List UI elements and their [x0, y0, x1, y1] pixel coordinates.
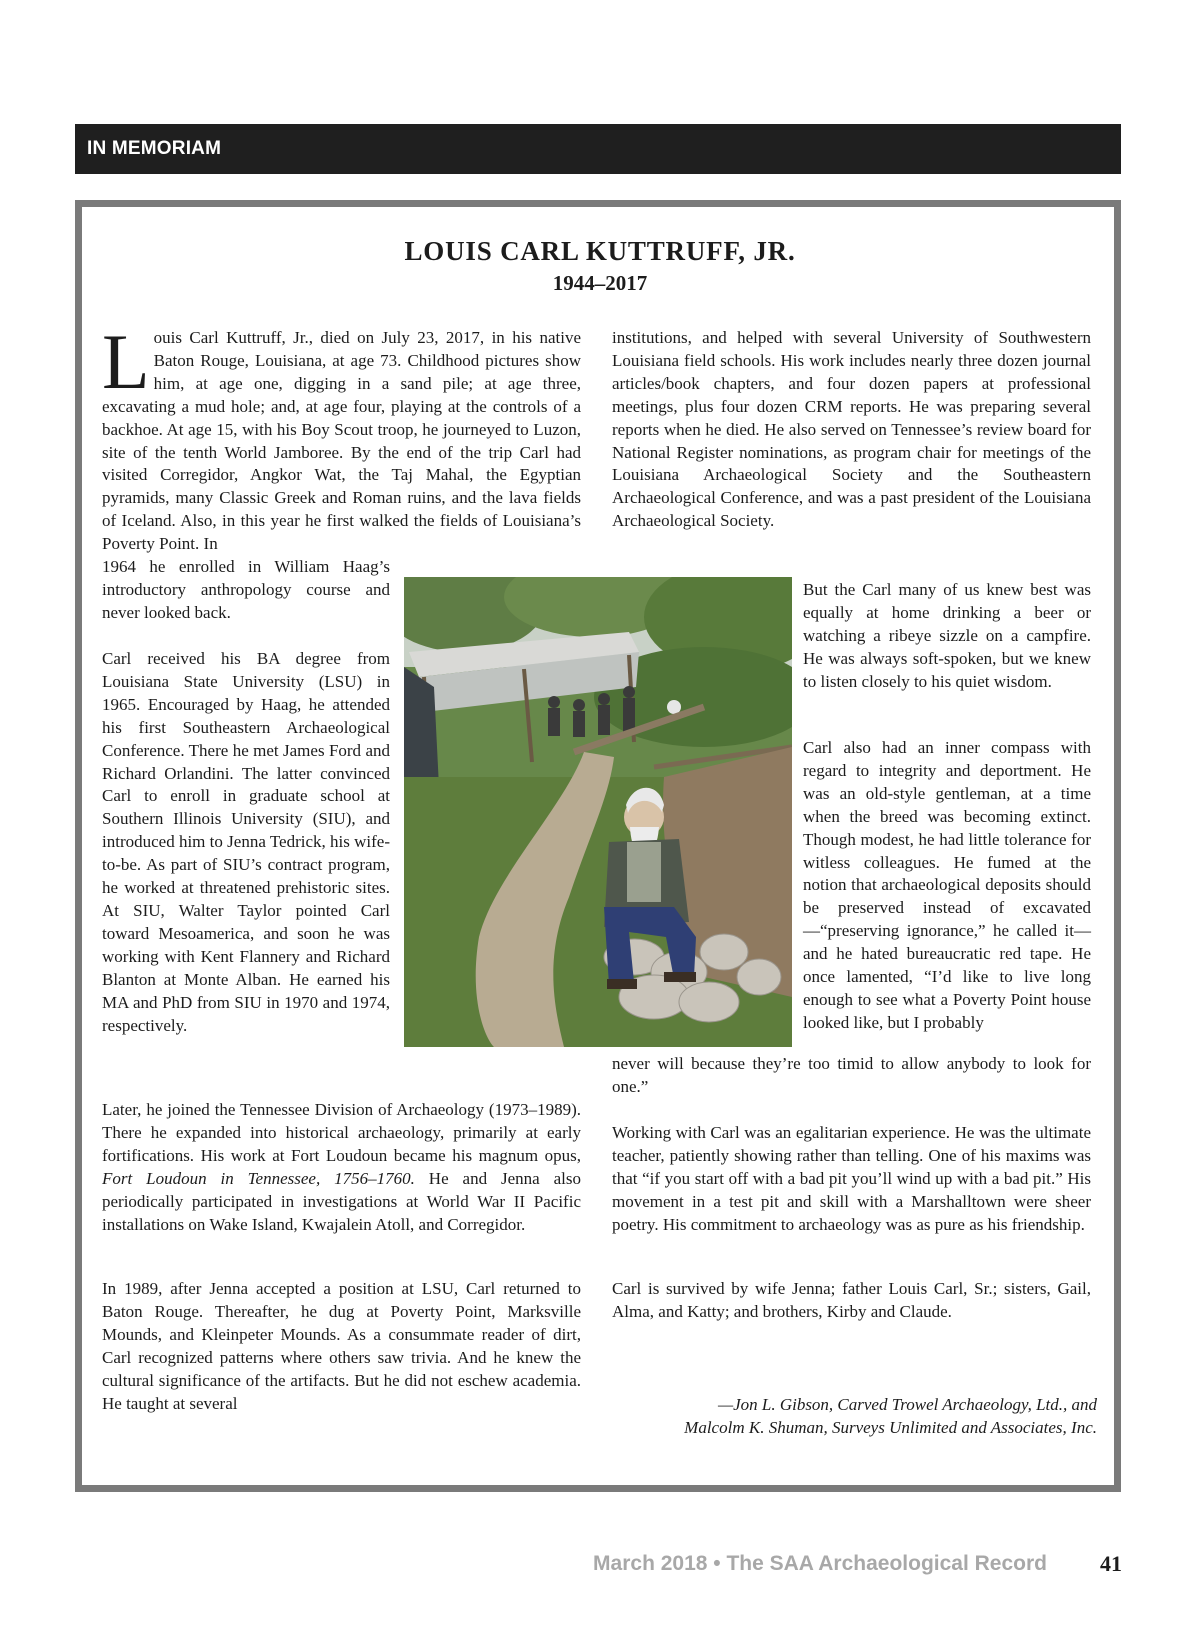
memorial-photo [404, 577, 792, 1047]
paragraph-1: Louis Carl Kuttruff, Jr., died on July 23, 2017, in his native Baton Rouge, Louisiana, at age 73. Childhood pictures show him, at age one, digging in a sand pile; at age three, excavating a mud hole; and, at age four, playing at the controls of a backhoe. At age 15, with his Boy Scout troop, he journeyed to Luzon, site of the tenth World Jamboree. By the end of the trip Carl had visited Corregidor, Angkor Wat, the Taj Mahal, the Egyptian pyramids, many Classic Greek and Roman ruins, and the lava fields of Iceland. Also, in this year he first walked the fields of Louisiana’s Poverty Point. In [102, 318, 581, 554]
drop-cap: L [102, 318, 150, 405]
life-dates: 1944–2017 [552, 271, 648, 295]
paragraph-6: But the Carl many of us knew best was equally at home drinking a beer or watching a ribeye sizzle on a campfire. He was always soft-spoken, but we knew to listen closely to his quiet wisdom. [803, 580, 1091, 691]
paragraph-9: Carl is survived by wife Jenna; father Louis Carl, Sr.; sisters, Gail, Alma, and Katty; and brothers, Kirby and Claude. [612, 1279, 1091, 1321]
byline-line-2: Malcolm K. Shuman, Surveys Unlimited and Associates, Inc. [684, 1418, 1097, 1437]
paragraph-8: Working with Carl was an egalitarian experience. He was the ultimate teacher, patiently showing rather than telling. One of his maxims was that “if you start off with a bad pit you’ll wind up with a bad pit.” His movement in a test pit and skill with a Marshalltown were sheer poetry. His commitment to archaeology was as pure as his friendship. [612, 1123, 1091, 1234]
paragraph-7-tail: never will because they’re too timid to allow anybody to look for one.” [612, 1054, 1091, 1096]
byline-line-1: —Jon L. Gibson, Carved Trowel Archaeology, Ltd., and [717, 1395, 1097, 1414]
paragraph-4: In 1989, after Jenna accepted a position at LSU, Carl returned to Baton Rouge. Thereafter, he dug at Poverty Point, Marksville Mounds, and Kleinpeter Mounds. As a consummate reader of dirt, Carl recognized patterns where others saw trivia. And he knew the cultural significance of the artifacts. But he did not eschew academia. He taught at several [102, 1279, 581, 1413]
article-title: LOUIS CARL KUTTRUFF, JR. [404, 236, 796, 266]
byline [684, 1393, 1097, 1439]
photo-illustration [404, 577, 792, 1047]
book-title: Fort Loudoun in Tennessee, 1756–1760. [102, 1168, 415, 1188]
paragraph-2: Carl received his BA degree from Louisiana State University (LSU) in 1965. Encouraged by Haag, he attended his first Southeastern Archaeological Conference. There he met James Ford and Richard Orlandini. The latter convinced Carl to enroll in graduate school at Southern Illinois University (SIU), and introduced him to Jenna Tedrick, his wife-to-be. As part of SIU’s contract program, he worked at threatened prehistoric sites. At SIU, Walter Taylor pointed Carl toward Mesoamerica, and soon he was working with Kent Flannery and Richard Blanton at Monte Alban. He earned his MA and PhD from SIU in 1970 and 1974, respectively. [102, 649, 390, 1035]
page-number: 41 [1100, 1551, 1122, 1576]
footer-issue: March 2018 • The SAA Archaeological Record [593, 1552, 1047, 1575]
paragraph-3: Later, he joined the Tennessee Division of Archaeology (1973–1989). There he expanded into historical archaeology, primarily at early fortifications. His work at Fort Loudoun became his magnum opus, Fort Loudoun in Tennessee, 1756–1760. He and Jenna also periodically participated in investigations at World War II Pacific installations on Wake Island, Kwajalein Atoll, and Corregidor. [102, 1100, 581, 1234]
paragraph-1-tail: 1964 he enrolled in William Haag’s introductory anthropology course and never looked back. [102, 557, 390, 622]
paragraph-5: institutions, and helped with several University of Southwestern Louisiana field schools. His work includes nearly three dozen journal articles/book chapters, and four dozen papers at professional meetings, plus four dozen CRM reports. He was preparing several reports when he died. He also served on Tennessee’s review board for National Register nominations, as program chair for meetings of the Louisiana Archaeological Society and the Southeastern Archaeological Conference, and was a past president of the Louisiana Archaeological Society. [612, 328, 1091, 531]
section-label: IN MEMORIAM [87, 138, 222, 159]
section-banner [75, 124, 1121, 174]
paragraph-7: Carl also had an inner compass with regard to integrity and deportment. He was an old-style gentleman, at a time when the breed was becoming extinct. Though modest, he had little tolerance for witless colleagues. He fumed at the notion that archaeological deposits should be preserved instead of excavated—“preserving ignorance,” he called it—and he hated bureaucratic red tape. He once lamented, “I’d like to live long enough to see what a Poverty Point house looked like, but I probably [803, 738, 1091, 1032]
